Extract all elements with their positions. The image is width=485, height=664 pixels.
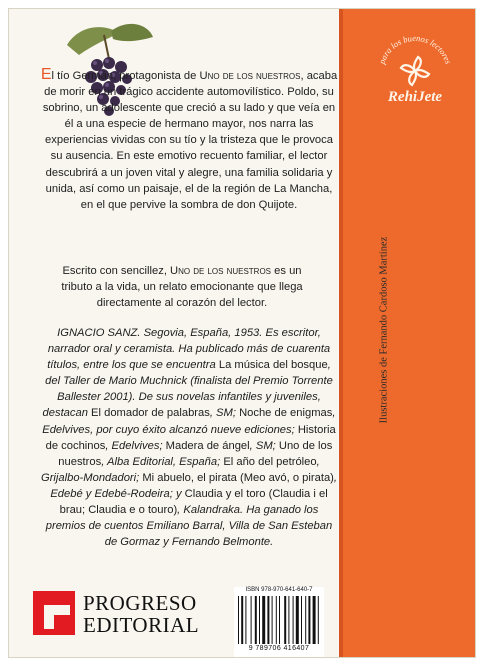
bio-work-title: Mi abuelo, el pirata (Meo avó, o pirata) xyxy=(142,471,334,484)
bio-text: , del Taller de Mario Muchnick (finalista del Premio Torrente Ballester 2001). De sus novelas infantiles y juveniles, destacan xyxy=(42,359,333,420)
back-cover xyxy=(8,8,476,658)
publisher-logo xyxy=(33,589,200,637)
seal-brand: RehiJete xyxy=(387,89,443,105)
bio-text: , Alba Editorial, España; xyxy=(101,455,224,468)
credit-text: Ilustraciones de Fernando Cardoso Martínez xyxy=(378,236,390,424)
bio-work-title: El domador de palabras xyxy=(91,407,210,420)
seal-arc-text: para los buenos lectores xyxy=(376,32,454,66)
pinwheel-icon xyxy=(401,57,429,85)
author-name: IGNACIO SANZ xyxy=(57,327,138,339)
bio-text: , SM; xyxy=(249,439,279,452)
bio-work-title: Noche de enigmas xyxy=(239,407,333,420)
publisher-name-line2: EDITORIAL xyxy=(83,613,200,637)
ean-digits: 9 789706 416407 xyxy=(248,645,310,652)
bio-text: , SM; xyxy=(209,407,240,420)
isbn-text: ISBN 978-970-641-640-7 xyxy=(245,587,313,593)
barcode-icon xyxy=(238,596,320,644)
tribute-book-title: Uno de los nuestros xyxy=(170,265,272,277)
synopsis-book-title: Uno de los nuestros xyxy=(199,70,301,82)
tribute-part-b: es un tributo a la vida, un relato emocionante que llega directamente al corazón del lector. xyxy=(61,265,303,310)
bio-work-title: Uno de los nuestros xyxy=(58,439,333,468)
bio-work-title: Madera de ángel xyxy=(165,439,250,452)
bio-text: , Kalandraka. Ha ganado los premios de cuentos Emiliano Barral, Villa de San Esteban de Gormaz y Fernando Belmonte. xyxy=(45,504,333,549)
illustration-credit xyxy=(374,235,394,425)
barcode-block xyxy=(234,587,324,657)
publisher-name-line1: PROGRESO xyxy=(83,591,197,615)
bio-text: , Edelvives; xyxy=(105,439,166,452)
synopsis-paragraph xyxy=(39,67,339,213)
bio-text: , Edelvives, por cuyo éxito alcanzó nueve ediciones; xyxy=(42,407,336,436)
bio-text: , Edebé y Edebé-Rodeira; y xyxy=(50,471,337,500)
band-edge-stripe xyxy=(339,9,343,658)
bio-work-title: Claudia y el toro (Claudia i el brau; Claudia e o touro) xyxy=(59,487,328,517)
synopsis-part-b: , acaba de morir en un trágico accidente automovilístico. Poldo, su sobrino, un adolescente que creció a su lado y que veía en él a una especie de hermano mayor, nos narra las experiencias vividas con su tío y la tristeza que le provoca su ausencia. En este emotivo recuento familiar, el lector descubrirá a un joven vital y alegre, una familia solidaria y unida, así como un paisaje, el de la región de La Mancha, en el que pervive la sombra de don Quijote. xyxy=(42,70,338,211)
bio-work-title: El año del petróleo xyxy=(223,455,317,468)
synopsis-part-a: l tío Germán, protagonista de xyxy=(51,70,200,82)
tribute-part-a: Escrito con sencillez, xyxy=(62,265,171,277)
bio-text: , Grijalbo-Mondadori; xyxy=(41,455,320,484)
rehilete-seal xyxy=(371,25,459,113)
bio-text: . Segovia, España, 1953. Es escritor, narrador oral y ceramista. Ha publicado más de cuarenta títulos, entre los que se encuentra xyxy=(47,327,331,372)
progreso-logo-icon xyxy=(33,591,75,635)
author-bio xyxy=(39,325,339,550)
drop-cap: E xyxy=(40,66,52,83)
bio-work-title: La música del bosque xyxy=(218,359,328,372)
bio-work-title: Historia de cochinos xyxy=(45,423,336,452)
tribute-paragraph xyxy=(47,263,317,311)
